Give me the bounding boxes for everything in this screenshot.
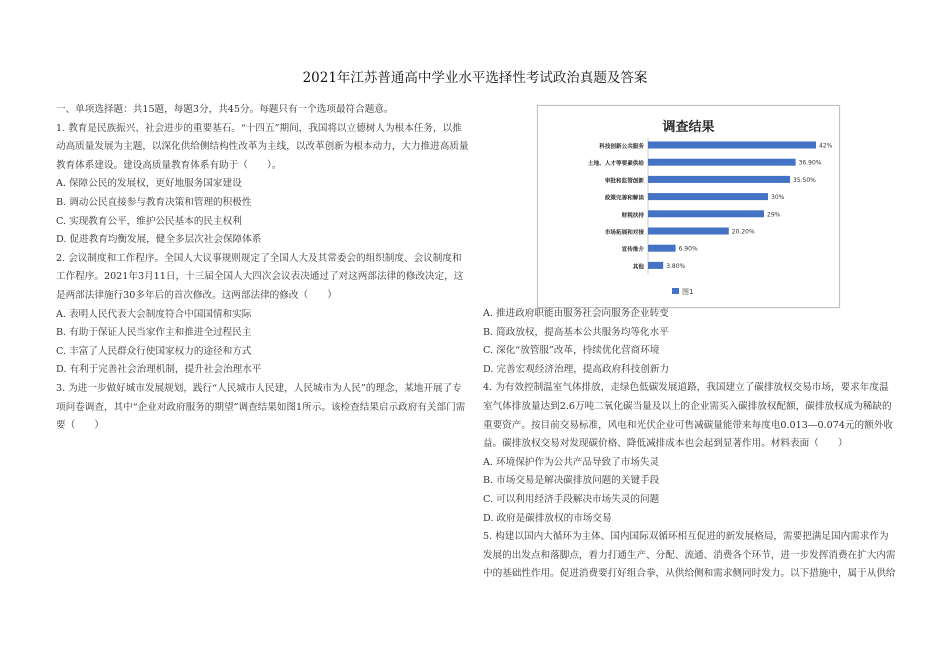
category-label: 审批和监管创新 xyxy=(604,178,644,185)
legend-swatch xyxy=(672,288,679,294)
value-label: 42% xyxy=(819,142,833,150)
value-label: 20.20% xyxy=(731,228,755,236)
right-paragraph: 5. 构建以国内大循环为主体、国内国际双循环相互促进的新发展格局，需要把满足国内需求作为发展的出发点和落脚点，着力打通生产、分配、流通、消费各个环节，进一步发挥消费在扩大内需中的基础性作用。促进消费要打好组合拳，从供给侧和需求侧同时发力。以下措施中，属于从供给 xyxy=(483,531,896,580)
data-bar xyxy=(648,262,663,269)
right-paragraph: B. 市场交易是解决碳排放问题的关键手段 xyxy=(483,475,660,487)
right-paragraph: A. 推进政府职能由服务社会向服务企业转变 xyxy=(483,308,669,319)
value-label: 6.90% xyxy=(678,245,698,253)
data-bar xyxy=(648,245,676,252)
left-paragraph: 3. 为进一步做好城市发展规划，践行“人民城市人民建，人民城市为人民”的理念，某地开展了专项问卷调查，其中“企业对政府服务的期望”调查结果如图1所示。该检查结果启示政府有关部门需要（ ） xyxy=(56,382,466,432)
category-label: 土地、人才等要素供给 xyxy=(588,161,644,168)
left-paragraph: A. 保障公民的发展权，更好地服务国家建设 xyxy=(56,178,242,190)
left-paragraph: D. 促进教育均衡发展，健全多层次社会保障体系 xyxy=(56,234,262,246)
left-paragraph: C. 实现教育公平，维护公民基本的民主权利 xyxy=(56,215,242,227)
data-bar xyxy=(648,228,729,235)
category-label: 科技创新公共服务 xyxy=(599,144,644,150)
chart-title: 调查结果 xyxy=(662,120,715,135)
right-paragraph: B. 简政放权，提高基本公共服务均等化水平 xyxy=(483,326,669,338)
legend-label: 图1 xyxy=(682,288,694,296)
left-paragraph: 一、单项选择题：共15题，每题3分，共45分。每题只有一个选项最符合题意。 xyxy=(56,104,394,115)
value-label: 30% xyxy=(771,194,785,202)
left-paragraph: B. 调动公民直接参与教育决策和管理的积极性 xyxy=(56,196,252,208)
category-label: 其他 xyxy=(632,264,644,271)
value-label: 35.50% xyxy=(793,176,816,184)
right-paragraph: C. 可以利用经济手段解决市场失灵的问题 xyxy=(483,493,660,505)
right-column xyxy=(483,305,898,584)
right-paragraph: D. 完善宏观经济治理，提高政府科技创新力 xyxy=(483,363,670,375)
data-bar xyxy=(648,193,768,200)
right-paragraph: 4. 为有效控制温室气体排放，走绿色低碳发展道路，我国建立了碳排放权交易市场，要求年度温室气体排放量达到2.6万吨二氧化碳当量及以上的企业需买入碳排放权配额，碳排放权成为稀缺的重要资产。按目前交易标准，风电和光伏企业可售减碳量能带来每度电0.013—0.074元的额外收益。碳排放权交易对发现碳价格、降低减排成本也会起到显著作用。材料表面（ ） xyxy=(483,382,893,450)
right-paragraph: A. 环境保护作为公共产品导致了市场失灵 xyxy=(483,456,660,468)
category-label: 市场拓展和对接 xyxy=(604,230,644,236)
data-bar xyxy=(648,159,796,166)
left-paragraph: D. 有利于完善社会治理机制，提升社会治理水平 xyxy=(56,364,262,376)
category-label: 政策完善和解读 xyxy=(604,195,644,202)
value-label: 29% xyxy=(767,211,781,219)
category-label: 宣传推介 xyxy=(621,247,644,254)
right-paragraph: D. 政府是碳排放权的市场交易 xyxy=(483,512,612,524)
data-bar xyxy=(648,210,764,217)
right-paragraph: C. 深化“放管服”改革，持续优化营商环境 xyxy=(483,345,660,357)
chart-canvas xyxy=(538,106,839,307)
left-paragraph: C. 丰富了人民群众行使国家权力的途径和方式 xyxy=(56,345,252,357)
left-paragraph: A. 表明人民代表大会制度符合中国国情和实际 xyxy=(56,308,252,320)
data-bar xyxy=(648,176,790,183)
left-paragraph: 2. 会议制度和工作程序。全国人大议事规则规定了全国人大及其常委会的组织制度、会议制度和工作程序。2021年3月11日，十三届全国人大四次会议表决通过了对这两部法律的修改决定，这是两部法律施行30多年后的首次修改。这两部法律的修改（ ） xyxy=(56,252,464,301)
survey-chart xyxy=(537,105,840,308)
left-paragraph: 1. 教育是民族振兴、社会进步的重要基石。“十四五”期间，我国将以立德树人为根本任务，以推动高质量发展为主题，以深化供给侧结构性改革为主线，以改革创新为根本动力，大力推进高质量教育体系建设。建设高质量教育体系有助于（ ）。 xyxy=(56,122,469,171)
data-bar xyxy=(648,142,816,149)
value-label: 36.90% xyxy=(798,159,822,167)
left-column xyxy=(56,101,471,436)
category-label: 财税扶持 xyxy=(621,212,644,219)
document-title: 2021年江苏普通高中学业水平选择性考试政治真题及答案 xyxy=(302,70,648,86)
left-paragraph: B. 有助于保证人民当家作主和推进全过程民主 xyxy=(56,327,252,339)
value-label: 3.80% xyxy=(666,262,686,270)
